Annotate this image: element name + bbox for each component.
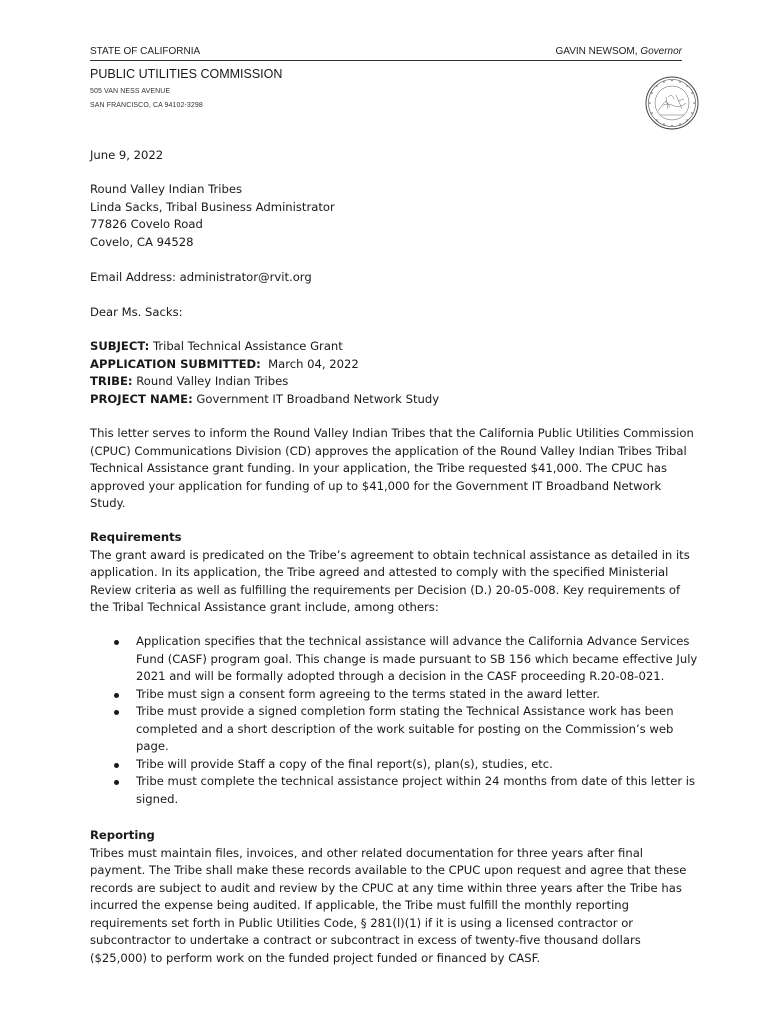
tribe-value: Round Valley Indian Tribes (132, 374, 289, 388)
recipient-address (90, 181, 690, 251)
requirements-line: the Tribal Technical Assistance grant include, among others: (90, 600, 439, 614)
project-value: Government IT Broadband Network Study (192, 391, 440, 406)
list-item-line: Application specifies that the technical assistance will advance the California Advance Services (136, 634, 690, 648)
subject-label: SUBJECT: (90, 339, 150, 353)
recipient-line: Covelo, CA 94528 (90, 234, 194, 249)
recipient-line: Linda Sacks, Tribal Business Administrator (90, 199, 335, 214)
recipient-email: Email Address: administrator@rvit.org (90, 270, 312, 284)
requirements-heading (90, 529, 690, 547)
intro-line: Technical Assistance grant funding. In your application, the Tribe requested $41,000. The CPUC has (90, 461, 668, 475)
reporting-line: subcontractor to undertake a contract or subcontract in excess of twenty-five thousand dollars (90, 933, 641, 947)
reporting-section (90, 827, 690, 967)
governor-name: GAVIN NEWSOM, (555, 46, 638, 57)
submitted-value: March 04, 2022 (260, 356, 359, 371)
list-item-line: Fund (CASF) program goal. This change is made pursuant to SB 156 which became effective July (136, 651, 698, 666)
subject-line (90, 338, 690, 356)
requirements-heading-text: Requirements (90, 530, 182, 544)
intro-paragraph (90, 425, 694, 513)
project-line (90, 391, 690, 409)
intro-line: Study. (90, 496, 126, 510)
reporting-line: requirements set forth in Public Utilities Code, § 281(l)(1) if it is using a licensed contractor or (90, 915, 634, 930)
reporting-line: incurred the expense being audited. If applicable, the Tribe must fulfill the monthly reporting (90, 898, 630, 912)
letterhead-top (90, 44, 682, 58)
reporting-heading-text: Reporting (90, 828, 155, 842)
list-item-line: page. (136, 739, 169, 753)
list-item (90, 633, 698, 686)
reporting-line: records are subject to audit and review by the CPUC at any time within three years after the Tribe has (90, 880, 682, 895)
reporting-line: payment. The Tribe shall make these records available to the CPUC upon request and agree that these (90, 863, 687, 877)
list-item-line: signed. (136, 791, 179, 806)
letterhead-rule (90, 60, 682, 61)
list-item-line: Tribe must complete the technical assistance project within 24 months from date of this letter is (136, 774, 696, 788)
subject-value: Tribal Technical Assistance Grant (149, 339, 343, 353)
requirements-list (90, 633, 698, 808)
tribe-label: TRIBE: (90, 374, 133, 388)
governor-title: Governor (640, 46, 682, 57)
requirements-section (90, 529, 690, 617)
agency-address-city: SAN FRANCISCO, CA 94102-3298 (90, 102, 203, 109)
recipient-line: 77826 Covelo Road (90, 217, 203, 231)
requirements-line: application. In its application, the Tribe agreed and attested to comply with the specified Ministerial (90, 565, 669, 579)
bullet-icon (114, 780, 119, 785)
reporting-line: ($25,000) to perform work on the funded project funded or financed by CASF. (90, 950, 541, 965)
requirements-line: The grant award is predicated on the Tribe’s agreement to obtain technical assistance as detailed in its (90, 547, 690, 562)
project-label: PROJECT NAME: (90, 391, 193, 406)
letter-date: June 9, 2022 (90, 148, 164, 162)
bullet-icon (114, 640, 119, 645)
governor-label (555, 46, 682, 57)
tribe-line (90, 373, 690, 391)
list-item (90, 686, 690, 704)
requirements-line: Review criteria as well as fulfilling the requirements per Decision (D.) 20-05-008. Key requirements of (90, 582, 681, 597)
salutation: Dear Ms. Sacks: (90, 305, 183, 319)
list-item (90, 773, 696, 808)
intro-line: approved your application for funding of up to $41,000 for the Government IT Broadband Network (90, 478, 662, 493)
reporting-heading (90, 827, 690, 845)
list-item (90, 703, 690, 756)
state-seal-icon (644, 75, 700, 131)
recipient-line: Round Valley Indian Tribes (90, 182, 243, 196)
list-item (90, 756, 690, 774)
intro-line: (CPUC) Communications Division (CD) approves the application of the Round Valley Indian Tribes Tribal (90, 443, 687, 458)
submitted-line (90, 356, 690, 374)
subject-block (90, 338, 690, 408)
state-label: STATE OF CALIFORNIA (90, 46, 201, 57)
intro-line: This letter serves to inform the Round Valley Indian Tribes that the California Public Utilities Commission (90, 426, 694, 440)
bullet-icon (114, 693, 119, 698)
submitted-label: APPLICATION SUBMITTED: (90, 356, 261, 371)
agency-address-street: 505 VAN NESS AVENUE (90, 88, 171, 95)
list-item-line: Tribe must provide a signed completion form stating the Technical Assistance work has been (136, 704, 674, 718)
bullet-icon (114, 710, 119, 715)
list-item-line: Tribe will provide Staff a copy of the final report(s), plan(s), studies, etc. (136, 756, 553, 771)
agency-name: PUBLIC UTILITIES COMMISSION (90, 67, 283, 81)
list-item-line: Tribe must sign a consent form agreeing to the terms stated in the award letter. (136, 686, 600, 701)
bullet-icon (114, 763, 119, 768)
list-item-line: completed and a short description of the work suitable for posting on the Commission’s web (136, 721, 674, 736)
list-item-line: 2021 and will be formally adopted through a decision in the CASF proceeding R.20-08-021. (136, 669, 665, 683)
reporting-line: Tribes must maintain files, invoices, and other related documentation for three years after final (90, 845, 644, 860)
